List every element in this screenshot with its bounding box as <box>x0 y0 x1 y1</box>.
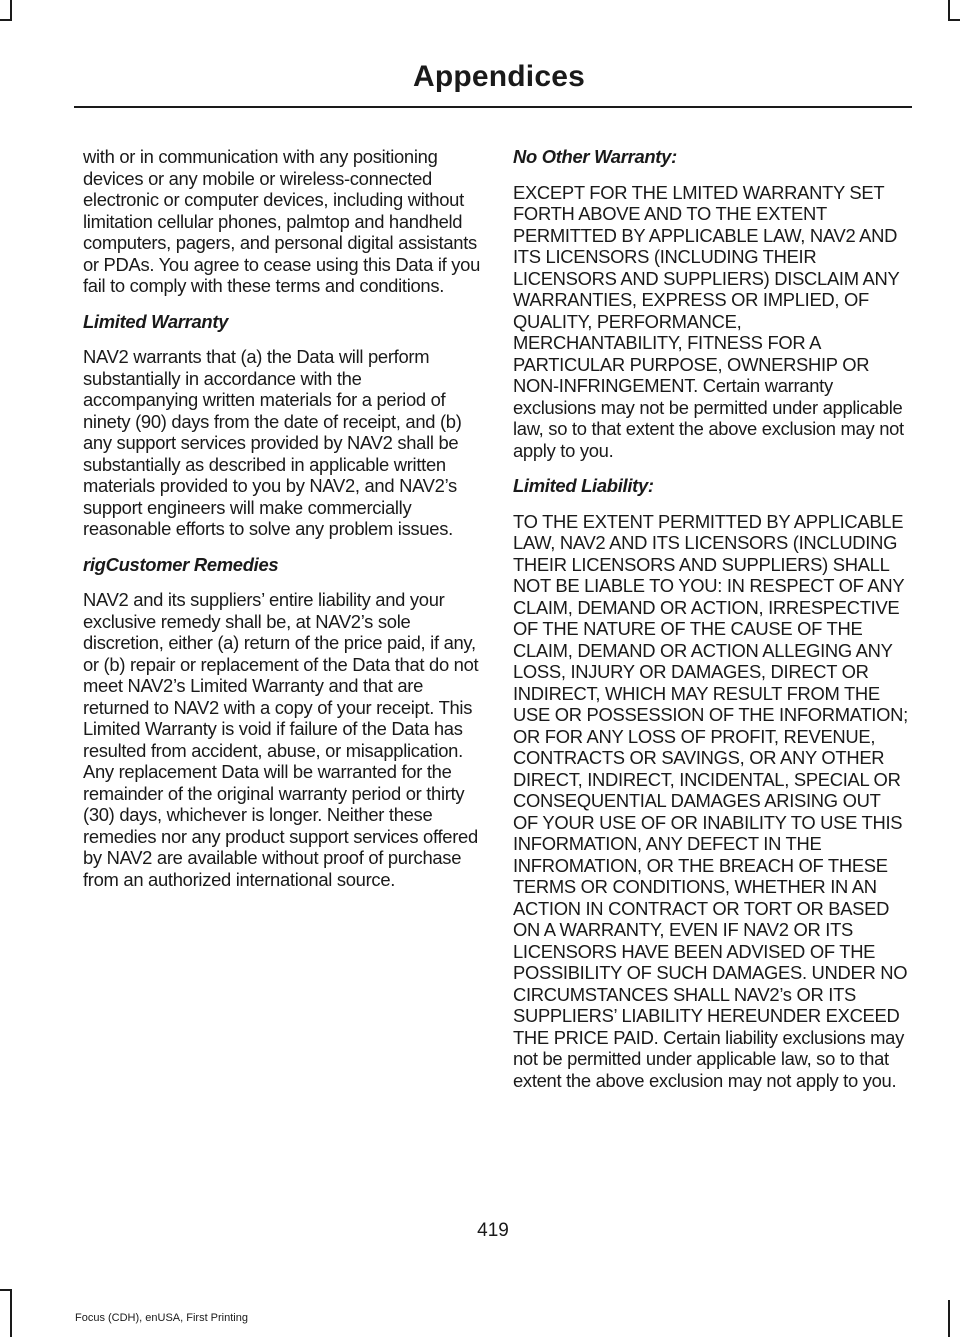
paragraph-device-use: with or in communication with any positioning devices or any mobile or wireless-connected electronic or computer devices, including without limitation cellular phones, palmtop and handheld computers, pagers, and personal digital assistants or PDAs. You agree to cease using this Data if you fail to comply with these terms and conditions. <box>83 146 480 296</box>
crop-mark-top-right <box>948 0 950 20</box>
header-divider <box>74 106 912 108</box>
paragraph-limited-liability: TO THE EXTENT PERMITTED BY APPLICABLE LAW, NAV2 AND ITS LICENSORS (INCLUDING THEIR LICENSORS AND SUPPLIERS) SHALL NOT BE LIABLE TO YOU: IN RESPECT OF ANY CLAIM, DEMAND OR ACTION, IRRESPECTIVE OF THE NATURE OF THE CAUSE OF THE CLAIM, DEMAND OR ACTION ALLEGING ANY LOSS, INJURY OR DAMAGES, DIRECT OR INDIRECT, WHICH MAY RESULT FROM THE USE OR POSSESSION OF THE INFORMATION; OR FOR ANY LOSS OF PROFIT, REVENUE, CONTRACTS OR SAVINGS, OR ANY OTHER DIRECT, INDIRECT, INCIDENTAL, SPECIAL OR CONSEQUENTIAL DAMAGES ARISING OUT OF YOUR USE OF OR INABILITY TO USE THIS INFORMATION, ANY DEFECT IN THE INFROMATION, OR THE BREACH OF THESE TERMS OR CONDITIONS, WHETHER IN AN ACTION IN CONTRACT OR TORT OR BASED ON A WARRANTY, EVEN IF NAV2 OR ITS LICENSORS HAVE BEEN ADVISED OF THE POSSIBILITY OF SUCH DAMAGES. UNDER NO CIRCUMSTANCES SHALL NAV2’s OR ITS SUPPLIERS’ LIABILITY HEREUNDER EXCEED THE PRICE PAID. Certain liability exclusions may not be permitted under applicable law, so to that extent the above exclusion may not apply to you. <box>513 510 908 1091</box>
paragraph-customer-remedies: NAV2 and its suppliers’ entire liability and your exclusive remedy shall be, at NAV2’s sole discretion, either (a) return of the price paid, if any, or (b) repair or replacement of the Data that do not meet NAV2’s Limited Warranty and that are returned to NAV2 with a copy of your receipt. This Limited Warranty is void if failure of the Data has resulted from accident, abuse, or misapplication. Any replacement Data will be warranted for the remainder of the original warranty period or thirty (30) days, whichever is longer. Neither these remedies nor any product support services offered by NAV2 are available without proof of purchase from an authorized international source. <box>83 589 479 890</box>
heading-limited-liability: Limited Liability: <box>513 475 654 496</box>
edition-note: Focus (CDH), enUSA, First Printing <box>75 1312 248 1324</box>
heading-no-other-warranty: No Other Warranty: <box>513 146 677 167</box>
crop-mark-top-left <box>10 0 12 20</box>
crop-mark-top-right-horizontal <box>948 19 960 21</box>
page-title: Appendices <box>412 60 585 93</box>
page-number: 419 <box>477 1220 509 1241</box>
left-column <box>83 146 481 904</box>
crop-mark-bottom-left <box>10 1290 12 1337</box>
crop-mark-top-left-horizontal <box>0 19 12 21</box>
right-column <box>513 146 909 1105</box>
paragraph-no-other-warranty: EXCEPT FOR THE LMITED WARRANTY SET FORTH ABOVE AND TO THE EXTENT PERMITTED BY APPLICABLE LAW, NAV2 AND ITS LICENSORS (INCLUDING THEIR LICENSORS AND SUPPLIERS) DISCLAIM ANY WARRANTIES, EXPRESS OR IMPLIED, OF QUALITY, PERFORMANCE, MERCHANTABILITY, FITNESS FOR A PARTICULAR PURPOSE, OWNERSHIP OR NON-INFRINGEMENT. Certain warranty exclusions may not be permitted under applicable law, so to that extent the above exclusion may not apply to you. <box>513 181 904 461</box>
crop-mark-bottom-left-horizontal <box>0 1289 12 1291</box>
crop-mark-bottom-right <box>948 1300 950 1337</box>
heading-limited-warranty: Limited Warranty <box>83 310 229 332</box>
heading-customer-remedies: rigCustomer Remedies <box>83 553 279 575</box>
paragraph-limited-warranty: NAV2 warrants that (a) the Data will perform substantially in accordance with the accompanying written materials for a period of ninety (90) days from the date of receipt, and (b) any support services provided by NAV2 shall be substantially as described in applicable written materials provided to you by NAV2, and NAV2’s support engineers will make commercially reasonable efforts to solve any problem issues. <box>83 346 462 539</box>
